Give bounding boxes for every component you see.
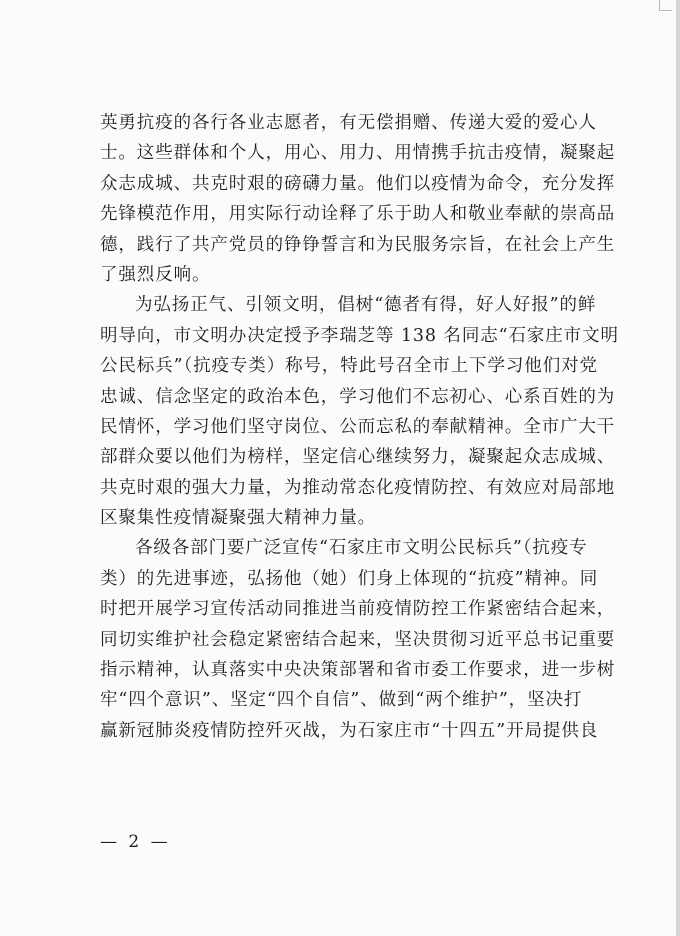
page-edge-shadow xyxy=(676,0,680,936)
paragraph-3 xyxy=(100,533,616,746)
text-line: 时把开展学习宣传活动同推进当前疫情防控工作紧密结合起来， xyxy=(100,599,616,620)
text-line: 忠诚、信念坚定的政治本色，学习他们不忘初心、心系百姓的为 xyxy=(100,386,616,407)
text-line: 先锋模范作用，用实际行动诠释了乐于助人和敬业奉献的崇高品 xyxy=(100,204,616,225)
text-line: 德，践行了共产党员的铮铮誓言和为民服务宗旨，在社会上产生 xyxy=(100,234,616,255)
text-line: 民情怀，学习他们坚守岗位、公而忘私的奉献精神。全市广大干 xyxy=(100,416,616,437)
crop-mark xyxy=(659,0,672,11)
text-line: 众志成城、共克时艰的磅礴力量。他们以疫情为命令，充分发挥 xyxy=(100,173,616,194)
text-line: 指示精神，认真落实中央决策部署和省市委工作要求，进一步树 xyxy=(100,660,616,681)
text-line: 共克时艰的强大力量，为推动常态化疫情防控、有效应对局部地 xyxy=(100,477,616,498)
text-line: 赢新冠肺炎疫情防控歼灭战，为石家庄市“十四五”开局提供良 xyxy=(100,720,599,741)
text-line: 部群众要以他们为榜样，坚定信心继续努力，凝聚起众志成城、 xyxy=(100,447,616,468)
body-text xyxy=(100,108,619,746)
paragraph-1 xyxy=(100,108,616,290)
text-line: 类）的先进事迹，弘扬他（她）们身上体现的“抗疫”精神。同 xyxy=(100,568,599,589)
paragraph-2 xyxy=(100,290,619,533)
text-line: 区聚集性疫情凝聚强大精神力量。 xyxy=(100,508,376,529)
text-line: 英勇抗疫的各行各业志愿者，有无偿捐赠、传递大爱的爱心人 xyxy=(100,113,597,133)
text-line: 了强烈反响。 xyxy=(100,264,211,285)
text-line: 同切实维护社会稳定紧密结合起来，坚决贯彻习近平总书记重要 xyxy=(100,629,616,650)
text-line: 公民标兵”（抗疫专类）称号，特此号召全市上下学习他们对党 xyxy=(100,356,598,377)
text-line: 士。这些群体和个人，用心、用力、用情携手抗击疫情，凝聚起 xyxy=(100,143,616,164)
text-line: 牢“四个意识”、坚定“四个自信”、做到“两个维护”，坚决打 xyxy=(100,690,583,711)
page-number: — 2 — xyxy=(100,832,171,852)
text-line: 为弘扬正气、引领文明，倡树“德者有得，好人好报”的鲜 xyxy=(135,295,597,316)
text-line: 明导向，市文明办决定授予李瑞芝等 138 名同志“石家庄市文明 xyxy=(100,325,619,346)
text-line: 各级各部门要广泛宣传“石家庄市文明公民标兵”（抗疫专 xyxy=(135,538,588,559)
